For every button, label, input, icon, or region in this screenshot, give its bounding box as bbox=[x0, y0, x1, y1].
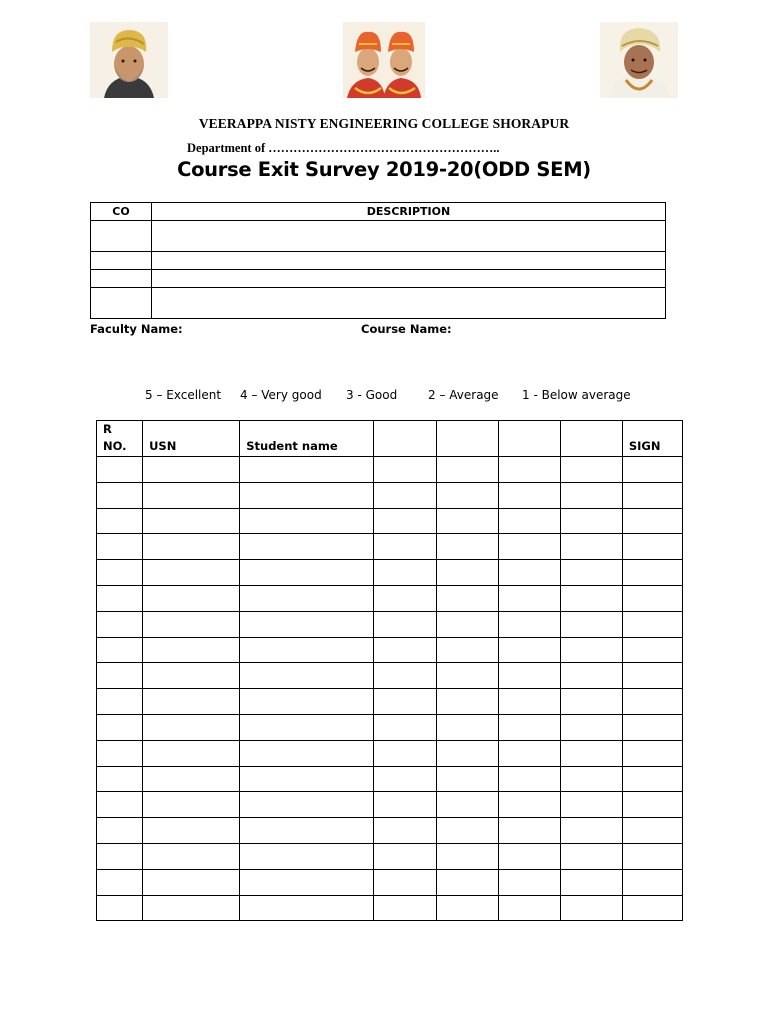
rating-cell-2[interactable] bbox=[436, 508, 498, 534]
sign-cell[interactable] bbox=[622, 508, 682, 534]
faculty-name-label: Faculty Name: bbox=[90, 322, 183, 336]
student-name-cell[interactable] bbox=[240, 663, 374, 689]
student-name-cell[interactable] bbox=[240, 766, 374, 792]
rating-cell-3[interactable] bbox=[498, 895, 560, 921]
student-row bbox=[97, 585, 683, 611]
rating-cell-2[interactable] bbox=[436, 534, 498, 560]
rno-cell[interactable] bbox=[97, 663, 143, 689]
college-name: VEERAPPA NISTY ENGINEERING COLLEGE SHORAPUR bbox=[198, 116, 570, 131]
student-row bbox=[97, 818, 683, 844]
rating-cell-4[interactable] bbox=[560, 818, 622, 844]
rating-cell-2[interactable] bbox=[436, 663, 498, 689]
usn-cell[interactable] bbox=[143, 740, 240, 766]
student-survey-table bbox=[96, 420, 683, 921]
usn-cell[interactable] bbox=[143, 869, 240, 895]
rating-cell-4[interactable] bbox=[560, 585, 622, 611]
student-name-cell[interactable] bbox=[240, 714, 374, 740]
sign-cell[interactable] bbox=[622, 663, 682, 689]
student-row bbox=[97, 508, 683, 534]
rno-cell[interactable] bbox=[97, 689, 143, 715]
rating-cell-3[interactable] bbox=[498, 508, 560, 534]
rating-cell-1[interactable] bbox=[374, 766, 436, 792]
rating-cell-3[interactable] bbox=[498, 585, 560, 611]
rating-cell-3[interactable] bbox=[498, 792, 560, 818]
rating-cell-4[interactable] bbox=[560, 637, 622, 663]
rating-cell-3[interactable] bbox=[498, 714, 560, 740]
co-cell[interactable] bbox=[91, 288, 152, 319]
scale-very-good: 4 – Very good bbox=[240, 388, 322, 402]
rating-cell-1[interactable] bbox=[374, 457, 436, 483]
rating-cell-3[interactable] bbox=[498, 766, 560, 792]
rating-column-header-1 bbox=[374, 421, 436, 457]
rating-cell-2[interactable] bbox=[436, 740, 498, 766]
rating-cell-2[interactable] bbox=[436, 843, 498, 869]
rating-cell-1[interactable] bbox=[374, 482, 436, 508]
rating-cell-4[interactable] bbox=[560, 740, 622, 766]
rating-cell-1[interactable] bbox=[374, 637, 436, 663]
sign-cell[interactable] bbox=[622, 740, 682, 766]
rno-cell[interactable] bbox=[97, 534, 143, 560]
co-cell[interactable] bbox=[91, 252, 152, 270]
description-header: DESCRIPTION bbox=[152, 203, 666, 221]
student-name-cell[interactable] bbox=[240, 843, 374, 869]
sign-cell[interactable] bbox=[622, 843, 682, 869]
sign-cell[interactable] bbox=[622, 869, 682, 895]
rating-cell-2[interactable] bbox=[436, 482, 498, 508]
scale-below-average: 1 - Below average bbox=[522, 388, 631, 402]
left-portrait-image bbox=[90, 22, 168, 98]
usn-cell[interactable] bbox=[143, 843, 240, 869]
rating-cell-4[interactable] bbox=[560, 689, 622, 715]
student-name-cell[interactable] bbox=[240, 895, 374, 921]
center-portrait-image bbox=[343, 22, 425, 98]
rno-cell[interactable] bbox=[97, 482, 143, 508]
usn-cell[interactable] bbox=[143, 482, 240, 508]
rating-cell-3[interactable] bbox=[498, 689, 560, 715]
usn-cell[interactable] bbox=[143, 611, 240, 637]
student-table-body bbox=[97, 457, 683, 921]
rating-cell-4[interactable] bbox=[560, 843, 622, 869]
student-name-cell[interactable] bbox=[240, 611, 374, 637]
sign-cell[interactable] bbox=[622, 689, 682, 715]
rno-cell[interactable] bbox=[97, 560, 143, 586]
rating-cell-2[interactable] bbox=[436, 766, 498, 792]
rating-cell-4[interactable] bbox=[560, 482, 622, 508]
student-name-cell[interactable] bbox=[240, 869, 374, 895]
usn-header: USN bbox=[143, 421, 240, 457]
student-name-cell[interactable] bbox=[240, 585, 374, 611]
student-name-cell[interactable] bbox=[240, 560, 374, 586]
sign-cell[interactable] bbox=[622, 895, 682, 921]
co-row bbox=[91, 221, 666, 252]
co-row bbox=[91, 288, 666, 319]
scale-good: 3 - Good bbox=[346, 388, 398, 402]
rno-cell[interactable] bbox=[97, 585, 143, 611]
scale-average: 2 – Average bbox=[428, 388, 499, 402]
rating-cell-1[interactable] bbox=[374, 818, 436, 844]
usn-cell[interactable] bbox=[143, 792, 240, 818]
rating-cell-4[interactable] bbox=[560, 534, 622, 560]
usn-cell[interactable] bbox=[143, 766, 240, 792]
rating-cell-2[interactable] bbox=[436, 895, 498, 921]
rating-cell-3[interactable] bbox=[498, 611, 560, 637]
rating-cell-3[interactable] bbox=[498, 637, 560, 663]
student-header-row bbox=[97, 421, 683, 457]
rating-column-header-3 bbox=[498, 421, 560, 457]
rating-cell-3[interactable] bbox=[498, 843, 560, 869]
rno-header bbox=[97, 421, 143, 457]
rating-cell-4[interactable] bbox=[560, 792, 622, 818]
student-row bbox=[97, 740, 683, 766]
rating-cell-3[interactable] bbox=[498, 740, 560, 766]
sign-cell[interactable] bbox=[622, 534, 682, 560]
usn-cell[interactable] bbox=[143, 895, 240, 921]
student-row bbox=[97, 792, 683, 818]
usn-cell[interactable] bbox=[143, 560, 240, 586]
rating-cell-4[interactable] bbox=[560, 508, 622, 534]
rno-cell[interactable] bbox=[97, 714, 143, 740]
rating-cell-2[interactable] bbox=[436, 457, 498, 483]
rating-cell-1[interactable] bbox=[374, 895, 436, 921]
student-name-cell[interactable] bbox=[240, 637, 374, 663]
rating-cell-1[interactable] bbox=[374, 689, 436, 715]
student-row bbox=[97, 637, 683, 663]
student-name-cell[interactable] bbox=[240, 508, 374, 534]
student-row bbox=[97, 766, 683, 792]
rno-cell[interactable] bbox=[97, 895, 143, 921]
student-row bbox=[97, 611, 683, 637]
rating-cell-4[interactable] bbox=[560, 611, 622, 637]
sign-cell[interactable] bbox=[622, 766, 682, 792]
rating-cell-2[interactable] bbox=[436, 689, 498, 715]
description-cell[interactable] bbox=[152, 252, 666, 270]
student-row bbox=[97, 714, 683, 740]
course-outcome-table bbox=[90, 202, 666, 319]
rating-cell-4[interactable] bbox=[560, 560, 622, 586]
rno-cell[interactable] bbox=[97, 792, 143, 818]
rating-cell-1[interactable] bbox=[374, 714, 436, 740]
rating-cell-3[interactable] bbox=[498, 457, 560, 483]
co-header-row bbox=[91, 203, 666, 221]
usn-cell[interactable] bbox=[143, 508, 240, 534]
co-cell[interactable] bbox=[91, 221, 152, 252]
usn-cell[interactable] bbox=[143, 689, 240, 715]
sign-cell[interactable] bbox=[622, 560, 682, 586]
student-row bbox=[97, 869, 683, 895]
rno-cell[interactable] bbox=[97, 457, 143, 483]
student-row bbox=[97, 895, 683, 921]
usn-cell[interactable] bbox=[143, 457, 240, 483]
student-name-header: Student name bbox=[240, 421, 374, 457]
rno-cell[interactable] bbox=[97, 611, 143, 637]
sign-cell[interactable] bbox=[622, 457, 682, 483]
rno-cell[interactable] bbox=[97, 637, 143, 663]
rno-cell[interactable] bbox=[97, 766, 143, 792]
rating-cell-1[interactable] bbox=[374, 740, 436, 766]
rating-cell-2[interactable] bbox=[436, 792, 498, 818]
survey-title: Course Exit Survey 2019-20(ODD SEM) bbox=[177, 158, 591, 181]
rating-cell-1[interactable] bbox=[374, 869, 436, 895]
rating-cell-4[interactable] bbox=[560, 714, 622, 740]
rating-cell-3[interactable] bbox=[498, 534, 560, 560]
rating-cell-1[interactable] bbox=[374, 585, 436, 611]
rating-cell-2[interactable] bbox=[436, 818, 498, 844]
rating-cell-1[interactable] bbox=[374, 534, 436, 560]
co-row bbox=[91, 270, 666, 288]
sign-cell[interactable] bbox=[622, 585, 682, 611]
student-row bbox=[97, 482, 683, 508]
student-row bbox=[97, 560, 683, 586]
student-name-cell[interactable] bbox=[240, 482, 374, 508]
sign-cell[interactable] bbox=[622, 714, 682, 740]
rating-column-header-2 bbox=[436, 421, 498, 457]
rating-cell-1[interactable] bbox=[374, 792, 436, 818]
co-header: CO bbox=[91, 203, 152, 221]
rating-cell-3[interactable] bbox=[498, 560, 560, 586]
rating-cell-4[interactable] bbox=[560, 869, 622, 895]
scale-excellent: 5 – Excellent bbox=[145, 388, 222, 402]
student-name-cell[interactable] bbox=[240, 457, 374, 483]
rating-cell-3[interactable] bbox=[498, 869, 560, 895]
rating-cell-4[interactable] bbox=[560, 895, 622, 921]
usn-cell[interactable] bbox=[143, 818, 240, 844]
co-cell[interactable] bbox=[91, 270, 152, 288]
student-row bbox=[97, 843, 683, 869]
usn-cell[interactable] bbox=[143, 714, 240, 740]
rating-cell-1[interactable] bbox=[374, 560, 436, 586]
rating-cell-1[interactable] bbox=[374, 611, 436, 637]
student-row bbox=[97, 457, 683, 483]
rating-cell-3[interactable] bbox=[498, 663, 560, 689]
rno-cell[interactable] bbox=[97, 869, 143, 895]
rating-cell-2[interactable] bbox=[436, 560, 498, 586]
department-line: Department of ……………………………………………….. bbox=[187, 141, 500, 155]
rating-cell-4[interactable] bbox=[560, 457, 622, 483]
rating-cell-2[interactable] bbox=[436, 585, 498, 611]
sign-cell[interactable] bbox=[622, 818, 682, 844]
sign-cell[interactable] bbox=[622, 482, 682, 508]
rating-cell-4[interactable] bbox=[560, 766, 622, 792]
description-cell[interactable] bbox=[152, 270, 666, 288]
rating-column-header-4 bbox=[560, 421, 622, 457]
rating-cell-1[interactable] bbox=[374, 843, 436, 869]
rating-cell-2[interactable] bbox=[436, 714, 498, 740]
description-cell[interactable] bbox=[152, 221, 666, 252]
rating-cell-2[interactable] bbox=[436, 869, 498, 895]
right-portrait-image bbox=[600, 22, 678, 98]
sign-header: SIGN bbox=[622, 421, 682, 457]
sign-cell[interactable] bbox=[622, 611, 682, 637]
rating-cell-4[interactable] bbox=[560, 663, 622, 689]
usn-cell[interactable] bbox=[143, 534, 240, 560]
rating-cell-3[interactable] bbox=[498, 482, 560, 508]
course-name-label: Course Name: bbox=[361, 322, 452, 336]
rno-header-line1: R bbox=[103, 422, 112, 436]
rating-cell-1[interactable] bbox=[374, 663, 436, 689]
rating-cell-2[interactable] bbox=[436, 611, 498, 637]
rating-cell-3[interactable] bbox=[498, 818, 560, 844]
student-name-cell[interactable] bbox=[240, 818, 374, 844]
student-name-cell[interactable] bbox=[240, 740, 374, 766]
usn-cell[interactable] bbox=[143, 585, 240, 611]
student-name-cell[interactable] bbox=[240, 792, 374, 818]
student-name-cell[interactable] bbox=[240, 534, 374, 560]
description-cell[interactable] bbox=[152, 288, 666, 319]
student-row bbox=[97, 663, 683, 689]
sign-cell[interactable] bbox=[622, 792, 682, 818]
student-name-cell[interactable] bbox=[240, 689, 374, 715]
student-row bbox=[97, 534, 683, 560]
rno-cell[interactable] bbox=[97, 843, 143, 869]
co-row bbox=[91, 252, 666, 270]
usn-cell[interactable] bbox=[143, 637, 240, 663]
rating-cell-2[interactable] bbox=[436, 637, 498, 663]
rno-header-line2: NO. bbox=[103, 439, 127, 453]
sign-cell[interactable] bbox=[622, 637, 682, 663]
rno-cell[interactable] bbox=[97, 818, 143, 844]
rno-cell[interactable] bbox=[97, 508, 143, 534]
usn-cell[interactable] bbox=[143, 663, 240, 689]
rating-cell-1[interactable] bbox=[374, 508, 436, 534]
student-row bbox=[97, 689, 683, 715]
rno-cell[interactable] bbox=[97, 740, 143, 766]
